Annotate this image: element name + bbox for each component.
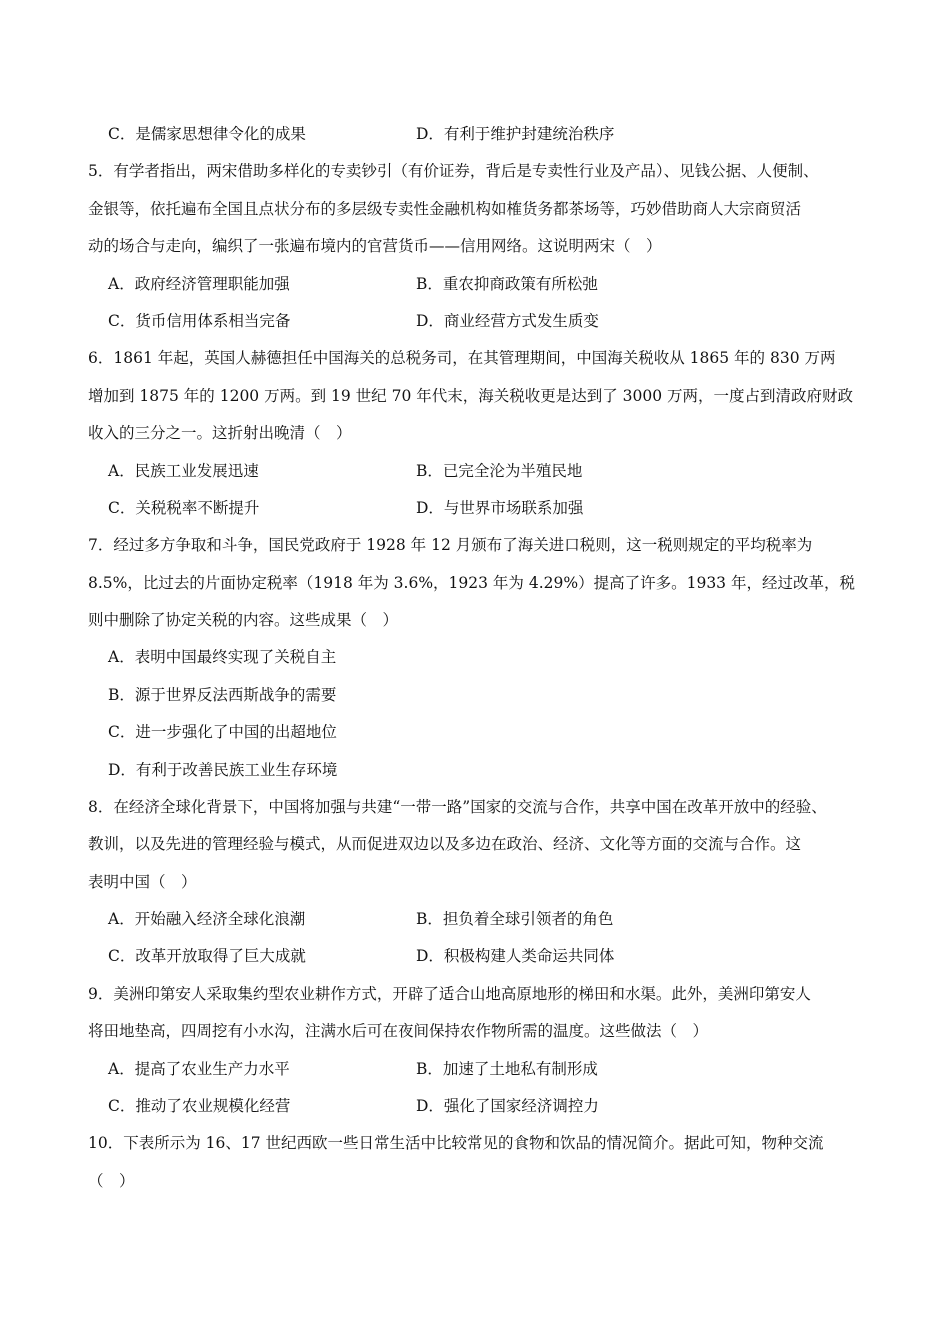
q7-stem-line-2: 8.5%，比过去的片面协定税率（1918 年为 3.6%，1923 年为 4.29%）提高了许多。1933 年，经过改革，税 — [88, 574, 855, 592]
q7-stem-line-3: 则中删除了协定关税的内容。这些成果（ ） — [88, 611, 399, 629]
q9-option-d: D．强化了国家经济调控力 — [416, 1097, 599, 1115]
q8-option-d: D．积极构建人类命运共同体 — [416, 947, 615, 965]
q5-stem-line-1: 5．有学者指出，两宋借助多样化的专卖钞引（有价证券，背后是专卖性行业及产品）、见钱公据、人便制、 — [88, 162, 819, 180]
q5-option-a: A．政府经济管理职能加强 — [108, 275, 290, 293]
q7-stem-line-1: 7．经过多方争取和斗争，国民党政府于 1928 年 12 月颁布了海关进口税则，这一税则规定的平均税率为 — [88, 536, 813, 554]
q6-option-d: D．与世界市场联系加强 — [416, 499, 584, 517]
q9-option-b: B．加速了土地私有制形成 — [416, 1060, 598, 1078]
q6-option-b: B．已完全沦为半殖民地 — [416, 462, 583, 480]
q9-option-a: A．提高了农业生产力水平 — [108, 1060, 290, 1078]
q5-option-c: C．货币信用体系相当完备 — [108, 312, 291, 330]
q7-option-b: B．源于世界反法西斯战争的需要 — [108, 686, 337, 704]
q7-option-a: A．表明中国最终实现了关税自主 — [108, 648, 337, 666]
q9-option-c: C．推动了农业规模化经营 — [108, 1097, 291, 1115]
q8-stem-line-2: 教训，以及先进的管理经验与模式，从而促进双边以及多边在政治、经济、文化等方面的交流与合作。这 — [88, 835, 802, 853]
q6-option-a: A．民族工业发展迅速 — [108, 462, 259, 480]
q8-option-c: C．改革开放取得了巨大成就 — [108, 947, 306, 965]
q8-option-a: A．开始融入经济全球化浪潮 — [108, 910, 306, 928]
q6-stem-line-1: 6．1861 年起，英国人赫德担任中国海关的总税务司，在其管理期间，中国海关税收从 1865 年的 830 万两 — [88, 349, 836, 367]
q8-stem-line-3: 表明中国（ ） — [88, 873, 197, 891]
q8-option-b: B．担负着全球引领者的角色 — [416, 910, 614, 928]
q5-stem-line-3: 动的场合与走向，编织了一张遍布境内的官营货币——信用网络。这说明两宋（ ） — [88, 237, 662, 255]
q4-option-c: C．是儒家思想律令化的成果 — [108, 125, 306, 143]
q5-stem-line-2: 金银等，依托遍布全国且点状分布的多层级专卖性金融机构如榷货务都茶场等，巧妙借助商人大宗商贸活 — [88, 200, 802, 218]
q9-stem-line-1: 9．美洲印第安人采取集约型农业耕作方式，开辟了适合山地高原地形的梯田和水渠。此外，美洲印第安人 — [88, 985, 811, 1003]
q5-option-b: B．重农抑商政策有所松弛 — [416, 275, 598, 293]
q8-stem-line-1: 8．在经济全球化背景下，中国将加强与共建“一带一路”国家的交流与合作，共享中国在改革开放中的经验、 — [88, 798, 827, 816]
q6-stem-line-2: 增加到 1875 年的 1200 万两。到 19 世纪 70 年代末，海关税收更是达到了 3000 万两，一度占到清政府财政 — [88, 387, 854, 405]
q4-option-d: D．有利于维护封建统治秩序 — [416, 125, 615, 143]
q9-stem-line-2: 将田地垫高，四周挖有小水沟，注满水后可在夜间保持农作物所需的温度。这些做法（ ） — [88, 1022, 709, 1040]
q6-option-c: C．关税税率不断提升 — [108, 499, 260, 517]
q10-stem-line-1: 10．下表所示为 16、17 世纪西欧一些日常生活中比较常见的食物和饮品的情况简介。据此可知，物种交流 — [88, 1134, 824, 1152]
q5-option-d: D．商业经营方式发生质变 — [416, 312, 599, 330]
q7-option-c: C．进一步强化了中国的出超地位 — [108, 723, 337, 741]
q6-stem-line-3: 收入的三分之一。这折射出晚清（ ） — [88, 424, 352, 442]
q7-option-d: D．有利于改善民族工业生存环境 — [108, 761, 338, 779]
q10-stem-line-2: （ ） — [88, 1172, 135, 1190]
